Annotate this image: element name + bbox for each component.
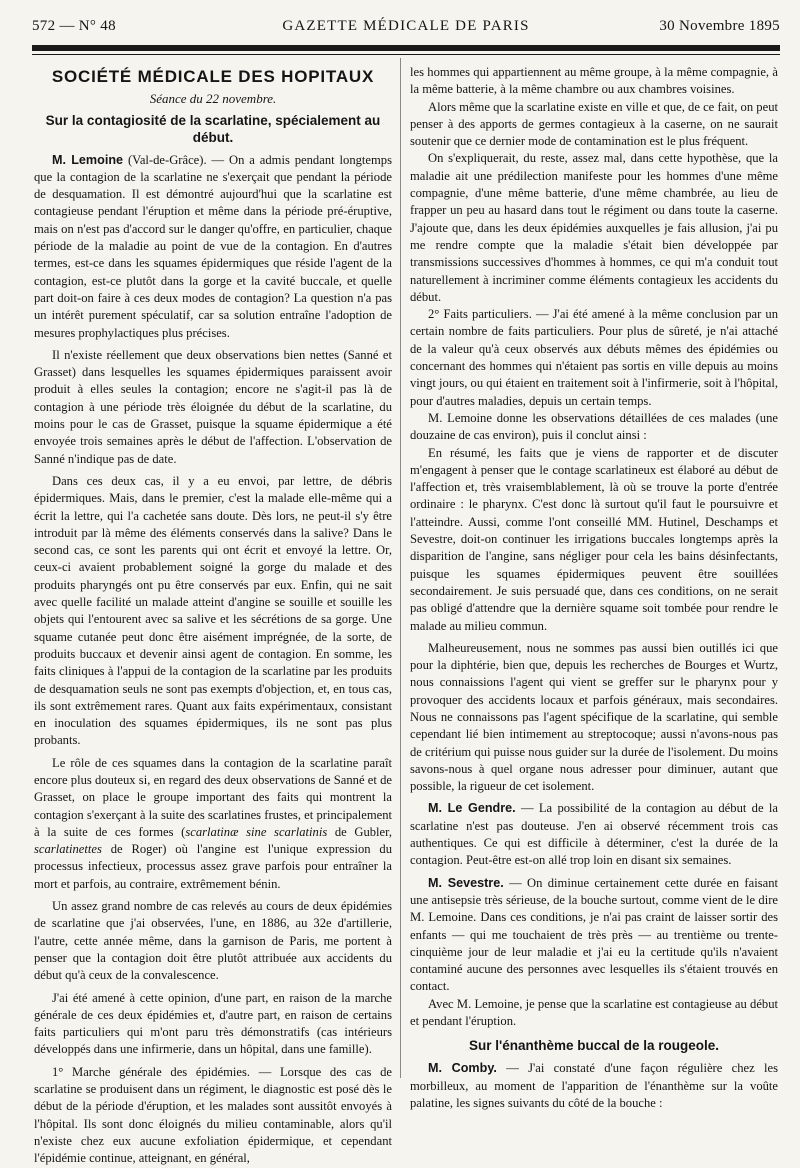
paragraph: En résumé, les faits que je viens de rapporter et de discuter m'engagent à penser que le contage scarlatineux est élaboré au début de l'affection et, très vraisemblablement, là où se trouve la porte d'entrée ordinaire : le pharynx. C'est donc là surtout qu'il faut le poursuivre et l'atteindre. Aussi, comme l'ont conseillé MM. Hutinel, Deschamps et Sevestre, doit-on continuer les irrigations buccales longtemps après la disparition de l'angine, sans négliger pour cela les bains désinfectants, puisque les squames épidermiques peuvent être souillées secondairement. Je suis persuadé que, dans ces conditions, on ne serait pas obligé d'attendre que la dernière squame soit tombée pour rendre le malade au milieu commun. <box>410 445 778 633</box>
paragraph: Malheureusement, nous ne sommes pas aussi bien outillés ici que pour la diphtérie, bien que, depuis les recherches de Bourges et Wurtz, nous connaissions l'agent qui vient se greffer sur le pharynx pour y provoquer des accidents locaux et parfois généraux, mais secondaires. Nous ne connaissons pas l'agent spécifique de la scarlatine, qui semble cependant lié bien intimement au streptocoque; aussi n'avons-nous pas de critérium qui puisse nous guider sur la durée de l'isolement. Du moins savons-nous à quel organe nous adresser pour diminuer, autant que possible, la rigueur de cet isolement. <box>410 640 778 794</box>
paragraph: Le rôle de ces squames dans la contagion de la scarlatine paraît encore plus douteux si, en regard des deux observations de Sanné et de Grasset, on place le groupe important des faits qui montrent la contagion s'exerçant à la suite des scarlatines frustes, et principalement à la suite de ces formes (scarlatinæ sine scarlatinis de Gubler, scarlatinettes de Roger) où l'angine est l'unique expression du processus infectieux, processus assez grave parfois pour entraîner la mort et parfois, au contraire, extrêmement bénin. <box>34 755 392 891</box>
paragraph: M. Le Gendre. — La possibilité de la contagion au début de la scarlatine n'est pas douteuse. J'en ai observé récemment trois cas authentiques. Ce qui est difficile à déterminer, c'est la durée de la contagion. Peut-être est-on allé trop loin en disant six semaines. <box>410 801 778 868</box>
paragraph: Dans ces deux cas, il y a eu envoi, par lettre, de débris épidermiques. Mais, dans le premier, c'est la malade elle-même qui a écrit la lettre, qui l'a cachetée sans doute. Dès lors, ne peut-il s'y être introduit par là même des éléments conservés dans la salive? Dans le second cas, ce sont les parents qui ont écrit et envoyé la lettre. Or, ceux-ci avaient probablement soigné la gorge du malade et des produits pharyngés ont pu être conservés par eux. Enfin, qui ne sait avec quelle facilité un malade atteint d'angine se souille et souille les objets qui l'entourent avec sa salive et les sécrétions de sa gorge. Une squame cutanée peut donc être aisément imprégnée, de la sorte, de produits buccaux et devenir ainsi agent de contagion. En somme, les faits cliniques à l'appui de la contagion de la scarlatine par les produits de desquamation seuls ne sont pas exempts d'objection, et, en tous cas, ils sont extrêmement rares. Quant aux faits expérimentaux, consistant en inoculation des squames épidermiques, ils ne sont pas plus probants. <box>34 473 392 748</box>
speaker-name: M. Le Gendre. <box>428 801 516 816</box>
header-rule-thick <box>32 45 780 51</box>
right-column <box>410 64 778 1112</box>
page-header <box>32 14 780 40</box>
paragraph: Avec M. Lemoine, je pense que la scarlatine est contagieuse au début et pendant l'éruption. <box>410 996 778 1029</box>
article-title: Sur la contagiosité de la scarlatine, spécialement au début. <box>45 112 381 145</box>
speaker-name: M. Sevestre. <box>428 875 504 890</box>
paragraph: les hommes qui appartiennent au même groupe, à la même compagnie, à la même batterie, à la même chambre ou aux chambres voisines. <box>410 65 778 97</box>
header-rule-thin <box>32 54 780 55</box>
paragraph: On s'expliquerait, du reste, assez mal, dans cette hypothèse, que la maladie ait une prédilection manifeste pour les hommes d'une même compagnie, d'une même batterie, d'une même chambrée, au lieu de frapper un peu au hasard dans tout le régiment ou dans toute la caserne. J'ajoute que, dans les deux épidémies auxquelles je fais allusion, j'ai pu me rendre compte que la maladie s'était bien développée par transmissions successives d'hommes à hommes, ce qui m'a conduit tout naturellement à incriminer comme éléments contagieux les accidents du début. <box>410 151 778 304</box>
paragraph: Alors même que la scarlatine existe en ville et que, de ce fait, on peut penser à des apports de germes contagieux à la caserne, on ne saurait soutenir que ce dernier mode de contamination est le plus fréquent. <box>410 99 778 149</box>
column-divider <box>400 58 401 1078</box>
paragraph: M. Sevestre. — On diminue certainement cette durée en faisant une antisepsie très sérieuse, de la bouche surtout, comme vient de le dire M. Lemoine. Dans ces conditions, je n'ai pas craint de laisser sortir des enfants — qui me touchaient de très près — au trentième ou trente-cinquième jour de leur maladie et j'ai eu la certitude qu'ils n'avaient contaminé aucune des personnes avec lesquelles ils s'étaient trouvés en contact. <box>410 875 778 994</box>
left-column <box>34 62 392 1168</box>
speaker-name: M. Lemoine <box>52 152 124 167</box>
seance-date: Séance du 22 novembre. <box>149 91 277 107</box>
paragraph: 1° Marche générale des épidémies. — Lorsque des cas de scarlatine se produisent dans un régiment, le diagnostic est posé dès le début de la période d'éruption, et les malades sont aussitôt envoyés à l'hôpital. Ils sont donc éloignés du milieu contaminable, alors qu'il n'existe chez eux aucune exfoliation épidermique, et cependant l'épidémie continue, atteignant, en général, <box>34 1064 392 1166</box>
paragraph: M. Lemoine (Val-de-Grâce). — On a admis pendant longtemps que la contagion de la scarlatine ne s'exerçait que pendant la période de desquamation. Il est démontré aujourd'hui que la scarlatine est contagieuse pendant l'éruption et même dans la période pré-éruptive, mais on n'est pas d'accord sur le danger qu'offre, en particulier, chaque période de la maladie au point de vue de la contagion. En d'autres termes, est-ce dans les squames épidermiques que réside l'agent de la contagion, est-ce plutôt dans la gorge et la cavité buccale, et quelle part doit-on faire à ces deux modes de contagion? La question n'a pas un intérêt purement spéculatif, car sa solution entraîne l'adoption de mesures prophylactiques plus précises. <box>34 152 392 340</box>
paragraph: M. Comby. — J'ai constaté d'une façon régulière chez les morbilleux, au moment de l'apparition de l'énanthème sur la voûte palatine, les signes suivants du côté de la bouche : <box>410 1061 778 1110</box>
paragraph: Un assez grand nombre de cas relevés au cours de deux épidémies de scarlatine que j'ai observées, l'une, en 1886, au 32e d'artillerie, l'autre, cette année même, dans la garnison de Paris, me portent à penser que la contagion doit être plutôt attribuée aux accidents du début qu'à ceux de la convalescence. <box>34 899 392 983</box>
paragraph: 2° Faits particuliers. — J'ai été amené à la même conclusion par un certain nombre de faits particuliers. Pour plus de sûreté, je n'ai attaché de la valeur qu'à ceux observés aux débuts mêmes des épidémies ou concernant des hommes qui n'étaient pas sortis en ville depuis au moins vingt jours, ou qui étaient en traitement soit à l'infirmerie, soit à l'hôpital, pour d'autres maladies, depuis un certain temps. <box>410 307 778 408</box>
article-title: Sur l'énanthème buccal de la rougeole. <box>468 1038 720 1054</box>
section-title: SOCIÉTÉ MÉDICALE DES HOPITAUX <box>51 67 375 86</box>
speaker-name: M. Comby. <box>428 1061 497 1076</box>
page-number: 572 — N° 48 <box>32 18 116 34</box>
paragraph: J'ai été amené à cette opinion, d'une part, en raison de la marche générale de ces deux épidémies et, d'autre part, en raison de certains faits particuliers qui m'ont paru très démonstratifs (cas intérieurs développés dans une infirmerie, dans un hôpital, dans une famille). <box>34 990 392 1057</box>
issue-date: 30 Novembre 1895 <box>659 18 780 34</box>
journal-title: GAZETTE MÉDICALE DE PARIS <box>282 18 530 34</box>
paragraph: M. Lemoine donne les observations détaillées de ces malades (une douzaine de cas environ), puis il conclut ainsi : <box>410 410 778 443</box>
paragraph: Il n'existe réellement que deux observations bien nettes (Sanné et Grasset) dans lesquelles les squames épidermiques paraissent avoir produit à elles seules la contagion; encore ne s'agit-il pas là de contagion à une période très éloignée du début de la scarlatine, du moins pour le cas de Grasset, puisque la squame épidermique a été envoyée trois semaines après le début de l'affection. L'observation de Sanné n'indique pas de date. <box>34 347 392 466</box>
